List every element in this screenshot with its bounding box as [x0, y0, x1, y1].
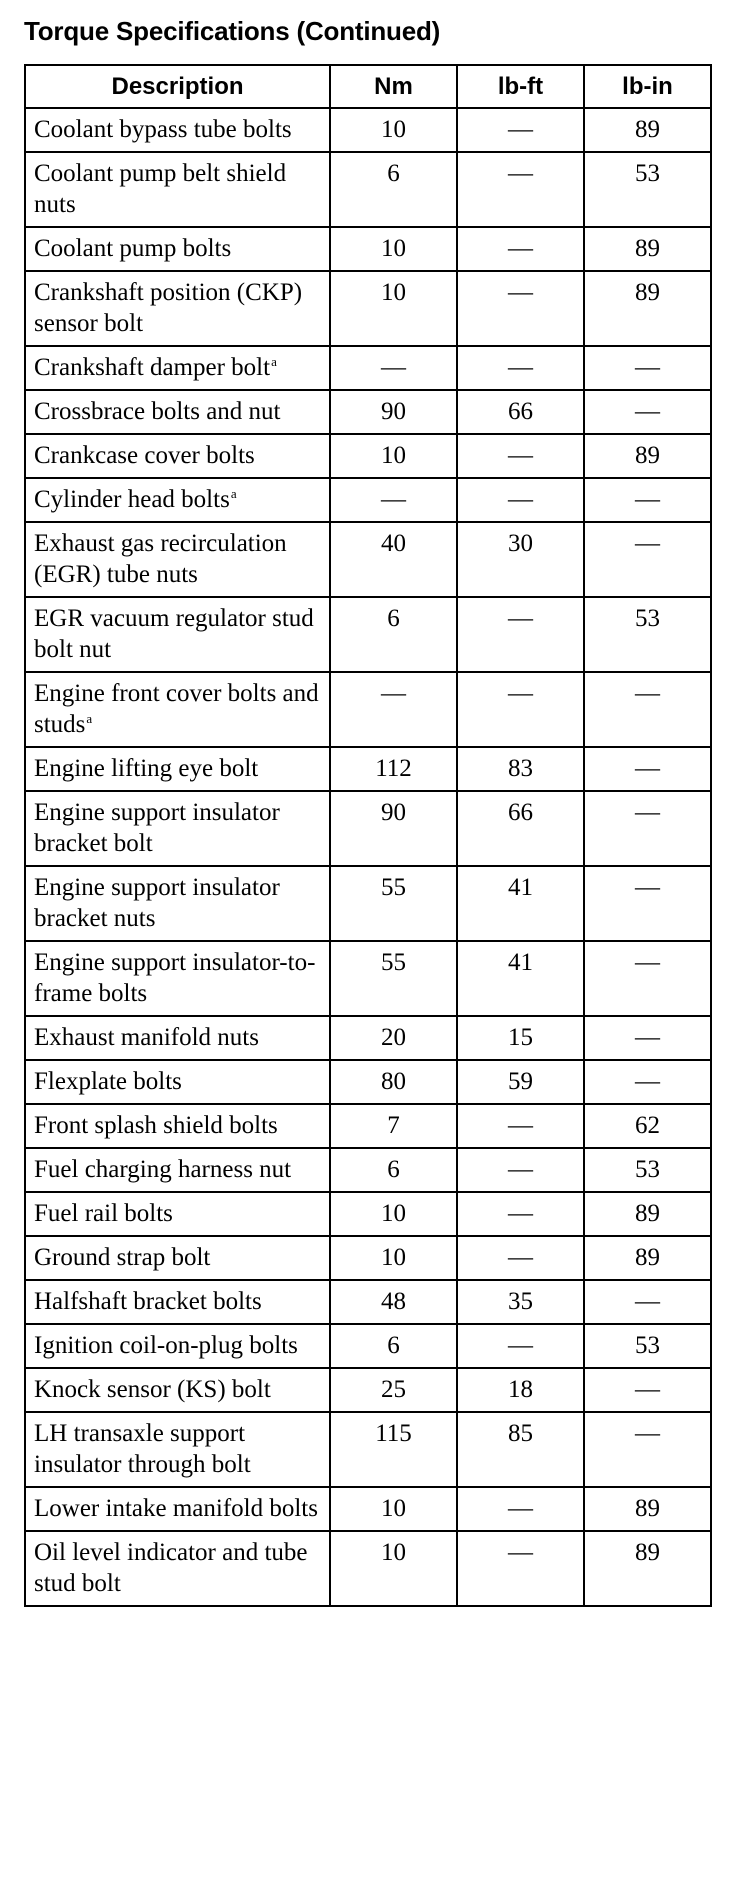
- nm-cell: 55: [330, 941, 457, 1016]
- description-text: Crankcase cover bolts: [34, 442, 255, 469]
- description-text: Exhaust gas recirculation (EGR) tube nuts: [34, 530, 287, 588]
- table-row: [25, 1148, 711, 1192]
- lb-in-cell: —: [584, 672, 711, 747]
- description-cell: [25, 1368, 330, 1412]
- table-row: [25, 1104, 711, 1148]
- description-cell: [25, 941, 330, 1016]
- lb-ft-cell: 85: [457, 1412, 584, 1487]
- description-text: Oil level indicator and tube stud bolt: [34, 1539, 308, 1597]
- description-cell: [25, 522, 330, 597]
- table-row: [25, 747, 711, 791]
- nm-cell: 90: [330, 791, 457, 866]
- description-text: Engine lifting eye bolt: [34, 755, 259, 782]
- page-title: Torque Specifications (Continued): [24, 16, 441, 46]
- description-cell: [25, 390, 330, 434]
- lb-in-cell: —: [584, 390, 711, 434]
- nm-cell: 20: [330, 1016, 457, 1060]
- lb-in-cell: 89: [584, 1192, 711, 1236]
- description-cell: [25, 434, 330, 478]
- lb-ft-cell: 18: [457, 1368, 584, 1412]
- lb-ft-cell: 15: [457, 1016, 584, 1060]
- nm-cell: 40: [330, 522, 457, 597]
- description-cell: [25, 1192, 330, 1236]
- description-cell: [25, 1280, 330, 1324]
- description-cell: [25, 866, 330, 941]
- lb-in-cell: 53: [584, 152, 711, 227]
- description-cell: [25, 1324, 330, 1368]
- lb-ft-cell: —: [457, 227, 584, 271]
- description-cell: [25, 108, 330, 152]
- table-row: [25, 390, 711, 434]
- description-cell: [25, 1531, 330, 1606]
- description-cell: [25, 346, 330, 390]
- nm-cell: —: [330, 346, 457, 390]
- nm-cell: 10: [330, 1487, 457, 1531]
- description-text: Knock sensor (KS) bolt: [34, 1376, 271, 1403]
- lb-ft-cell: 41: [457, 941, 584, 1016]
- nm-cell: 55: [330, 866, 457, 941]
- table-row: [25, 1368, 711, 1412]
- nm-cell: 10: [330, 1531, 457, 1606]
- description-cell: [25, 597, 330, 672]
- description-text: Engine support insulator-to-frame bolts: [34, 949, 316, 1007]
- table-row: [25, 522, 711, 597]
- table-row: [25, 434, 711, 478]
- description-text: LH transaxle support insulator through bolt: [34, 1420, 251, 1478]
- column-header-lb-ft: lb-ft: [457, 65, 584, 108]
- lb-ft-cell: 30: [457, 522, 584, 597]
- lb-in-cell: —: [584, 791, 711, 866]
- lb-in-cell: 89: [584, 227, 711, 271]
- table-row: [25, 1280, 711, 1324]
- nm-cell: 115: [330, 1412, 457, 1487]
- nm-cell: —: [330, 672, 457, 747]
- table-row: [25, 1060, 711, 1104]
- lb-ft-cell: —: [457, 152, 584, 227]
- lb-ft-cell: —: [457, 597, 584, 672]
- lb-in-cell: 53: [584, 1148, 711, 1192]
- lb-ft-cell: 83: [457, 747, 584, 791]
- description-cell: [25, 672, 330, 747]
- lb-in-cell: —: [584, 866, 711, 941]
- lb-in-cell: 53: [584, 597, 711, 672]
- description-cell: [25, 1016, 330, 1060]
- lb-ft-cell: —: [457, 1324, 584, 1368]
- nm-cell: 6: [330, 1148, 457, 1192]
- lb-in-cell: 89: [584, 434, 711, 478]
- nm-cell: 10: [330, 1192, 457, 1236]
- table-body: [25, 108, 711, 1606]
- nm-cell: 10: [330, 108, 457, 152]
- lb-ft-cell: —: [457, 108, 584, 152]
- lb-in-cell: —: [584, 1016, 711, 1060]
- lb-in-cell: —: [584, 1412, 711, 1487]
- description-text: Cylinder head bolts: [34, 486, 230, 513]
- table-row: [25, 346, 711, 390]
- lb-ft-cell: 66: [457, 390, 584, 434]
- description-text: Fuel rail bolts: [34, 1200, 173, 1227]
- nm-cell: 80: [330, 1060, 457, 1104]
- lb-ft-cell: —: [457, 1531, 584, 1606]
- table-row: [25, 941, 711, 1016]
- table-row: [25, 1487, 711, 1531]
- lb-in-cell: —: [584, 478, 711, 522]
- header-row: [25, 65, 711, 108]
- description-text: Crossbrace bolts and nut: [34, 398, 281, 425]
- lb-in-cell: —: [584, 1280, 711, 1324]
- description-text: Coolant pump bolts: [34, 235, 232, 262]
- description-cell: [25, 152, 330, 227]
- description-text: Lower intake manifold bolts: [34, 1495, 318, 1522]
- lb-ft-cell: —: [457, 1236, 584, 1280]
- table-row: [25, 1531, 711, 1606]
- nm-cell: 7: [330, 1104, 457, 1148]
- lb-in-cell: 89: [584, 1236, 711, 1280]
- lb-ft-cell: —: [457, 478, 584, 522]
- nm-cell: 6: [330, 1324, 457, 1368]
- lb-ft-cell: 41: [457, 866, 584, 941]
- lb-in-cell: 53: [584, 1324, 711, 1368]
- description-cell: [25, 271, 330, 346]
- description-text: Crankshaft position (CKP) sensor bolt: [34, 279, 303, 337]
- lb-in-cell: 89: [584, 1531, 711, 1606]
- column-header-nm: Nm: [330, 65, 457, 108]
- lb-ft-cell: —: [457, 1487, 584, 1531]
- table-row: [25, 152, 711, 227]
- description-text: Fuel charging harness nut: [34, 1156, 292, 1183]
- footnote-marker: a: [230, 486, 237, 501]
- table-row: [25, 1412, 711, 1487]
- torque-spec-table: [24, 64, 712, 1607]
- table-row: [25, 108, 711, 152]
- description-text: Flexplate bolts: [34, 1068, 182, 1095]
- description-cell: [25, 478, 330, 522]
- table-row: [25, 866, 711, 941]
- table-row: [25, 1236, 711, 1280]
- lb-ft-cell: —: [457, 1192, 584, 1236]
- table-row: [25, 1324, 711, 1368]
- description-cell: [25, 227, 330, 271]
- description-text: EGR vacuum regulator stud bolt nut: [34, 605, 314, 663]
- table-row: [25, 791, 711, 866]
- nm-cell: —: [330, 478, 457, 522]
- table-row: [25, 672, 711, 747]
- description-text: Ground strap bolt: [34, 1244, 211, 1271]
- description-cell: [25, 747, 330, 791]
- lb-in-cell: —: [584, 346, 711, 390]
- description-text: Coolant bypass tube bolts: [34, 116, 292, 143]
- description-text: Ignition coil-on-plug bolts: [34, 1332, 298, 1359]
- lb-ft-cell: 66: [457, 791, 584, 866]
- description-cell: [25, 1487, 330, 1531]
- lb-in-cell: —: [584, 1368, 711, 1412]
- table-row: [25, 271, 711, 346]
- nm-cell: 48: [330, 1280, 457, 1324]
- table-header: [25, 65, 711, 108]
- description-text: Engine support insulator bracket bolt: [34, 799, 280, 857]
- lb-in-cell: 62: [584, 1104, 711, 1148]
- nm-cell: 10: [330, 227, 457, 271]
- description-text: Engine front cover bolts and studs: [34, 680, 319, 738]
- table-row: [25, 1016, 711, 1060]
- description-text: Coolant pump belt shield nuts: [34, 160, 287, 218]
- description-cell: [25, 1412, 330, 1487]
- description-cell: [25, 791, 330, 866]
- nm-cell: 10: [330, 1236, 457, 1280]
- column-header-description: Description: [25, 65, 330, 108]
- description-text: Crankshaft damper bolt: [34, 354, 271, 381]
- lb-ft-cell: 59: [457, 1060, 584, 1104]
- lb-ft-cell: —: [457, 346, 584, 390]
- table-row: [25, 227, 711, 271]
- nm-cell: 6: [330, 152, 457, 227]
- lb-in-cell: —: [584, 941, 711, 1016]
- description-cell: [25, 1236, 330, 1280]
- description-text: Engine support insulator bracket nuts: [34, 874, 280, 932]
- lb-ft-cell: 35: [457, 1280, 584, 1324]
- nm-cell: 6: [330, 597, 457, 672]
- lb-ft-cell: —: [457, 672, 584, 747]
- lb-in-cell: 89: [584, 108, 711, 152]
- lb-ft-cell: —: [457, 271, 584, 346]
- column-header-lb-in: lb-in: [584, 65, 711, 108]
- lb-in-cell: —: [584, 747, 711, 791]
- description-text: Front splash shield bolts: [34, 1112, 278, 1139]
- lb-in-cell: —: [584, 522, 711, 597]
- lb-in-cell: 89: [584, 1487, 711, 1531]
- nm-cell: 112: [330, 747, 457, 791]
- description-cell: [25, 1148, 330, 1192]
- footnote-marker: a: [86, 711, 93, 726]
- table-row: [25, 478, 711, 522]
- description-text: Halfshaft bracket bolts: [34, 1288, 262, 1315]
- table-row: [25, 1192, 711, 1236]
- nm-cell: 10: [330, 271, 457, 346]
- nm-cell: 90: [330, 390, 457, 434]
- table-row: [25, 597, 711, 672]
- description-text: Exhaust manifold nuts: [34, 1024, 259, 1051]
- lb-in-cell: 89: [584, 271, 711, 346]
- nm-cell: 10: [330, 434, 457, 478]
- nm-cell: 25: [330, 1368, 457, 1412]
- lb-ft-cell: —: [457, 1148, 584, 1192]
- description-cell: [25, 1060, 330, 1104]
- lb-ft-cell: —: [457, 434, 584, 478]
- footnote-marker: a: [271, 354, 277, 369]
- lb-ft-cell: —: [457, 1104, 584, 1148]
- lb-in-cell: —: [584, 1060, 711, 1104]
- description-cell: [25, 1104, 330, 1148]
